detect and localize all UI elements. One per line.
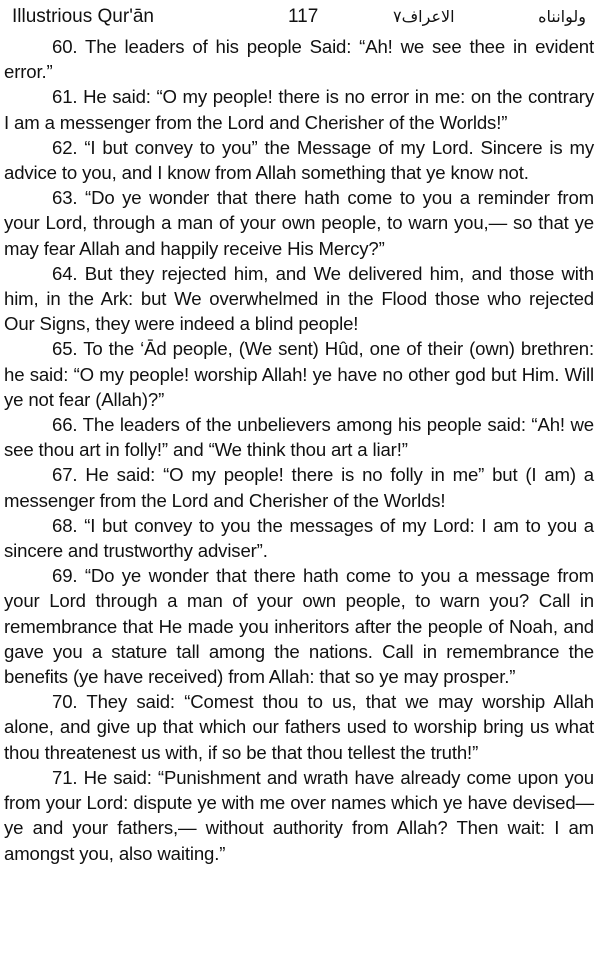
verse-text: But they rejected him, and We delivered him, and those with him, in the Ark: but We overwhelmed in the Flood those who rejected Our Signs, they were indeed a blind people! bbox=[4, 262, 594, 335]
verse-60 bbox=[4, 34, 594, 84]
verse-66 bbox=[4, 412, 594, 462]
verse-number: 68. bbox=[52, 514, 78, 536]
verse-62 bbox=[4, 135, 594, 185]
verse-number: 67. bbox=[52, 464, 78, 486]
verse-67 bbox=[4, 462, 594, 512]
surah-name-arabic: الاعراف٧ bbox=[393, 7, 455, 26]
verse-number: 70. bbox=[52, 691, 78, 713]
verse-text: He said: “Punishment and wrath have already come upon you from your Lord: dispute ye with me over names which ye have devised—ye and your fathers,— without authority from Allah? Then wait: I am amongst you, also waiting.” bbox=[4, 766, 594, 864]
verse-number: 64. bbox=[52, 262, 78, 284]
verse-number: 60. bbox=[52, 36, 78, 57]
verse-text: The leaders of the unbelievers among his people said: “Ah! we see thou art in folly!” and “We think thou art a liar!” bbox=[4, 414, 594, 461]
verse-list bbox=[4, 34, 594, 866]
verse-69 bbox=[4, 563, 594, 689]
verse-63 bbox=[4, 185, 594, 261]
verse-number: 61. bbox=[52, 86, 78, 108]
juz-name-arabic: ولوانناه bbox=[538, 7, 586, 26]
verse-text: “I but convey to you the messages of my Lord: I am to you a sincere and trustworthy adviser”. bbox=[4, 514, 594, 562]
book-title: Illustrious Qur'ān bbox=[12, 6, 154, 27]
verse-text: He said: “O my people! there is no error in me: on the contrary I am a messenger from the Lord and Cherisher of the Worlds!” bbox=[4, 86, 594, 133]
verse-71 bbox=[4, 765, 594, 866]
verse-text: “Do ye wonder that there hath come to you a reminder from your Lord, through a man of your own people, to warn you,— so that ye may fear Allah and happily receive His Mercy?” bbox=[4, 187, 594, 259]
verse-64 bbox=[4, 261, 594, 337]
verse-text: “Do ye wonder that there hath come to you a message from your Lord through a man of your own people, to warn you? Call in remembrance that He made you inheritors after the people of Noah, and gave you a stature tall among the nations. Call in remembrance the benefits (ye have received) from Allah: that so ye may prosper.” bbox=[4, 565, 594, 688]
verse-text: “I but convey to you” the Message of my Lord. Sincere is my advice to you, and I know from Allah something that ye know not. bbox=[4, 136, 594, 184]
verse-number: 66. bbox=[52, 414, 78, 436]
verse-text: They said: “Comest thou to us, that we may worship Allah alone, and give up that which our fathers used to worship bring us what thou threatenest us with, if so be that thou tellest the truth!” bbox=[4, 691, 594, 763]
verse-text: The leaders of his people Said: “Ah! we see thee in evident error.” bbox=[4, 36, 594, 83]
page-header bbox=[6, 0, 594, 34]
verse-text: He said: “O my people! there is no folly in me” but (I am) a messenger from the Lord and Cherisher of the Worlds! bbox=[4, 464, 594, 511]
verse-70 bbox=[4, 689, 594, 765]
verse-number: 63. bbox=[52, 187, 78, 209]
verse-number: 62. bbox=[52, 136, 78, 158]
verse-number: 65. bbox=[52, 338, 78, 360]
verse-number: 71. bbox=[52, 766, 78, 788]
verse-61 bbox=[4, 84, 594, 134]
page-number: 117 bbox=[288, 6, 319, 27]
verse-65 bbox=[4, 336, 594, 412]
verse-text: To the ‘Ād people, (We sent) Hûd, one of their (own) brethren: he said: “O my people! worship Allah! ye have no other god but Him. Will ye not fear (Allah)?” bbox=[4, 338, 595, 410]
verse-number: 69. bbox=[52, 565, 78, 587]
verse-68 bbox=[4, 513, 594, 563]
